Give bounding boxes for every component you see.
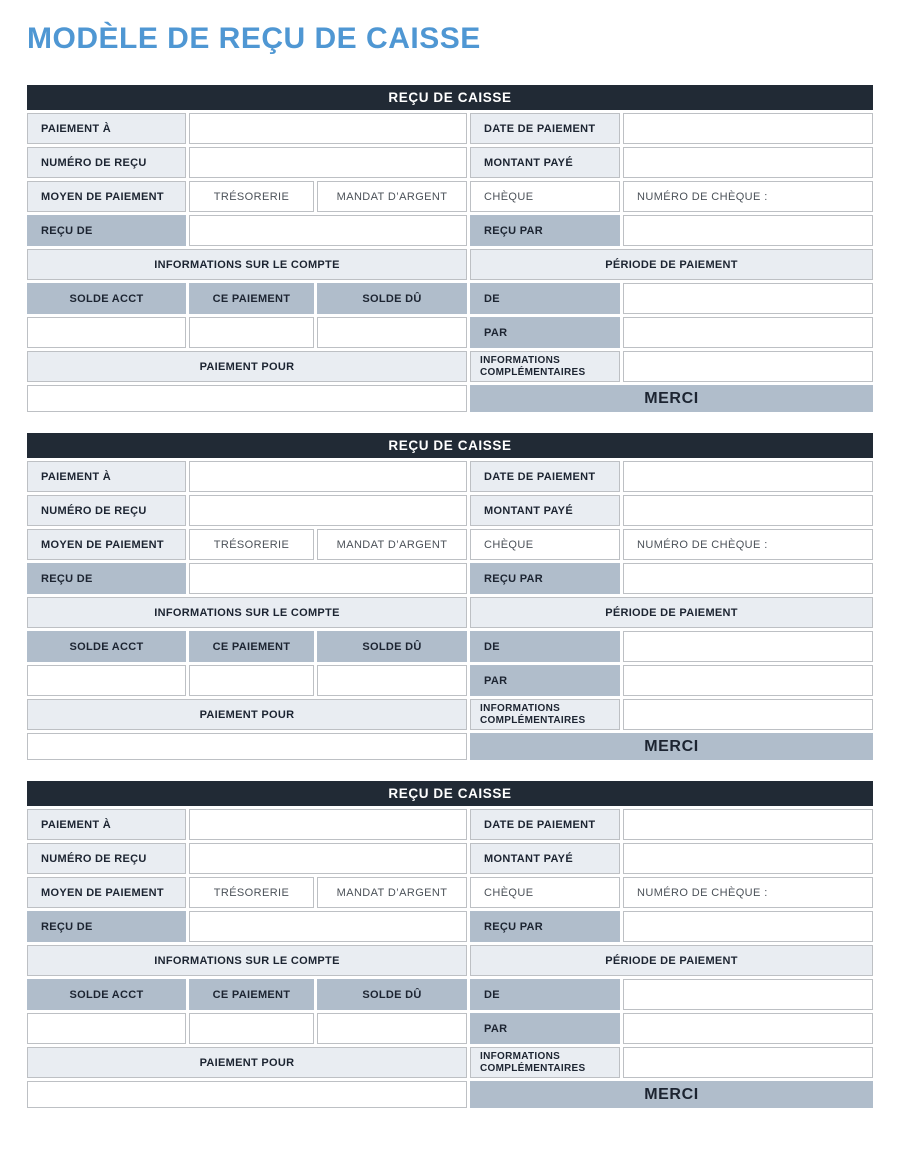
label-paiement-a: PAIEMENT À: [27, 809, 186, 840]
field-solde-du-input[interactable]: [317, 665, 467, 696]
label-informations-complementaires: INFORMATIONS COMPLÉMENTAIRES: [470, 351, 620, 382]
label-solde-du: SOLDE DÛ: [317, 979, 467, 1010]
label-solde-du: SOLDE DÛ: [317, 631, 467, 662]
label-recu-par: REÇU PAR: [470, 911, 620, 942]
section-periode-de-paiement: PÉRIODE DE PAIEMENT: [470, 945, 873, 976]
label-numero-de-recu: NUMÉRO DE REÇU: [27, 147, 186, 178]
label-ce-paiement: CE PAIEMENT: [189, 979, 314, 1010]
label-de: DE: [470, 631, 620, 662]
field-date-de-paiement-input[interactable]: [623, 113, 873, 144]
field-recu-de-input[interactable]: [189, 911, 467, 942]
label-recu-de: REÇU DE: [27, 911, 186, 942]
label-solde-du: SOLDE DÛ: [317, 283, 467, 314]
label-montant-paye: MONTANT PAYÉ: [470, 147, 620, 178]
field-ce-paiement-input[interactable]: [189, 665, 314, 696]
section-paiement-pour: PAIEMENT POUR: [27, 1047, 467, 1078]
field-recu-par-input[interactable]: [623, 215, 873, 246]
field-par-input[interactable]: [623, 665, 873, 696]
receipts-container: [27, 85, 873, 1108]
label-paiement-a: PAIEMENT À: [27, 461, 186, 492]
receipt-title-bar: REÇU DE CAISSE: [27, 433, 873, 458]
field-numero-de-cheque[interactable]: NUMÉRO DE CHÈQUE :: [623, 877, 873, 908]
label-de: DE: [470, 979, 620, 1010]
section-paiement-pour: PAIEMENT POUR: [27, 699, 467, 730]
option-mandat-d-argent[interactable]: MANDAT D’ARGENT: [317, 877, 467, 908]
section-periode-de-paiement: PÉRIODE DE PAIEMENT: [470, 249, 873, 280]
receipt-title-bar: REÇU DE CAISSE: [27, 781, 873, 806]
section-informations-sur-le-compte: INFORMATIONS SUR LE COMPTE: [27, 249, 467, 280]
label-recu-par: REÇU PAR: [470, 215, 620, 246]
field-solde-du-input[interactable]: [317, 1013, 467, 1044]
field-ce-paiement-input[interactable]: [189, 1013, 314, 1044]
label-numero-de-recu: NUMÉRO DE REÇU: [27, 843, 186, 874]
field-solde-acct-input[interactable]: [27, 317, 186, 348]
merci-banner: MERCI: [470, 1081, 873, 1108]
label-de: DE: [470, 283, 620, 314]
option-mandat-d-argent[interactable]: MANDAT D’ARGENT: [317, 529, 467, 560]
field-recu-par-input[interactable]: [623, 911, 873, 942]
field-montant-paye-input[interactable]: [623, 147, 873, 178]
field-de-input[interactable]: [623, 283, 873, 314]
field-par-input[interactable]: [623, 1013, 873, 1044]
field-numero-de-recu-input[interactable]: [189, 147, 467, 178]
label-solde-acct: SOLDE ACCT: [27, 283, 186, 314]
option-tresorerie[interactable]: TRÉSORERIE: [189, 877, 314, 908]
field-date-de-paiement-input[interactable]: [623, 461, 873, 492]
label-date-de-paiement: DATE DE PAIEMENT: [470, 809, 620, 840]
field-paiement-a-input[interactable]: [189, 113, 467, 144]
field-par-input[interactable]: [623, 317, 873, 348]
label-par: PAR: [470, 1013, 620, 1044]
label-moyen-de-paiement: MOYEN DE PAIEMENT: [27, 877, 186, 908]
field-de-input[interactable]: [623, 979, 873, 1010]
section-periode-de-paiement: PÉRIODE DE PAIEMENT: [470, 597, 873, 628]
field-solde-acct-input[interactable]: [27, 1013, 186, 1044]
label-recu-par: REÇU PAR: [470, 563, 620, 594]
field-date-de-paiement-input[interactable]: [623, 809, 873, 840]
label-date-de-paiement: DATE DE PAIEMENT: [470, 461, 620, 492]
field-montant-paye-input[interactable]: [623, 495, 873, 526]
field-paiement-a-input[interactable]: [189, 461, 467, 492]
field-solde-du-input[interactable]: [317, 317, 467, 348]
field-numero-de-cheque[interactable]: NUMÉRO DE CHÈQUE :: [623, 529, 873, 560]
label-moyen-de-paiement: MOYEN DE PAIEMENT: [27, 529, 186, 560]
option-tresorerie[interactable]: TRÉSORERIE: [189, 529, 314, 560]
option-cheque[interactable]: CHÈQUE: [470, 181, 620, 212]
field-montant-paye-input[interactable]: [623, 843, 873, 874]
field-informations-complementaires-input[interactable]: [623, 351, 873, 382]
field-recu-de-input[interactable]: [189, 563, 467, 594]
option-cheque[interactable]: CHÈQUE: [470, 877, 620, 908]
option-mandat-d-argent[interactable]: MANDAT D’ARGENT: [317, 181, 467, 212]
merci-banner: MERCI: [470, 385, 873, 412]
page-title: MODÈLE DE REÇU DE CAISSE: [27, 22, 481, 55]
label-solde-acct: SOLDE ACCT: [27, 631, 186, 662]
field-numero-de-recu-input[interactable]: [189, 495, 467, 526]
label-recu-de: REÇU DE: [27, 215, 186, 246]
field-paiement-a-input[interactable]: [189, 809, 467, 840]
field-solde-acct-input[interactable]: [27, 665, 186, 696]
section-informations-sur-le-compte: INFORMATIONS SUR LE COMPTE: [27, 597, 467, 628]
option-cheque[interactable]: CHÈQUE: [470, 529, 620, 560]
label-numero-de-recu: NUMÉRO DE REÇU: [27, 495, 186, 526]
field-paiement-pour-input[interactable]: [27, 385, 467, 412]
receipt-card: [27, 781, 873, 1108]
label-moyen-de-paiement: MOYEN DE PAIEMENT: [27, 181, 186, 212]
section-informations-sur-le-compte: INFORMATIONS SUR LE COMPTE: [27, 945, 467, 976]
field-recu-de-input[interactable]: [189, 215, 467, 246]
label-informations-complementaires: INFORMATIONS COMPLÉMENTAIRES: [470, 699, 620, 730]
option-tresorerie[interactable]: TRÉSORERIE: [189, 181, 314, 212]
receipt-card: [27, 85, 873, 412]
label-montant-paye: MONTANT PAYÉ: [470, 843, 620, 874]
field-informations-complementaires-input[interactable]: [623, 1047, 873, 1078]
field-paiement-pour-input[interactable]: [27, 733, 467, 760]
label-paiement-a: PAIEMENT À: [27, 113, 186, 144]
label-ce-paiement: CE PAIEMENT: [189, 631, 314, 662]
field-numero-de-recu-input[interactable]: [189, 843, 467, 874]
label-ce-paiement: CE PAIEMENT: [189, 283, 314, 314]
label-recu-de: REÇU DE: [27, 563, 186, 594]
label-montant-paye: MONTANT PAYÉ: [470, 495, 620, 526]
field-paiement-pour-input[interactable]: [27, 1081, 467, 1108]
receipt-title-bar: REÇU DE CAISSE: [27, 85, 873, 110]
label-par: PAR: [470, 665, 620, 696]
label-solde-acct: SOLDE ACCT: [27, 979, 186, 1010]
label-date-de-paiement: DATE DE PAIEMENT: [470, 113, 620, 144]
field-numero-de-cheque[interactable]: NUMÉRO DE CHÈQUE :: [623, 181, 873, 212]
section-paiement-pour: PAIEMENT POUR: [27, 351, 467, 382]
receipt-card: [27, 433, 873, 760]
label-informations-complementaires: INFORMATIONS COMPLÉMENTAIRES: [470, 1047, 620, 1078]
merci-banner: MERCI: [470, 733, 873, 760]
field-informations-complementaires-input[interactable]: [623, 699, 873, 730]
label-par: PAR: [470, 317, 620, 348]
field-recu-par-input[interactable]: [623, 563, 873, 594]
field-de-input[interactable]: [623, 631, 873, 662]
field-ce-paiement-input[interactable]: [189, 317, 314, 348]
